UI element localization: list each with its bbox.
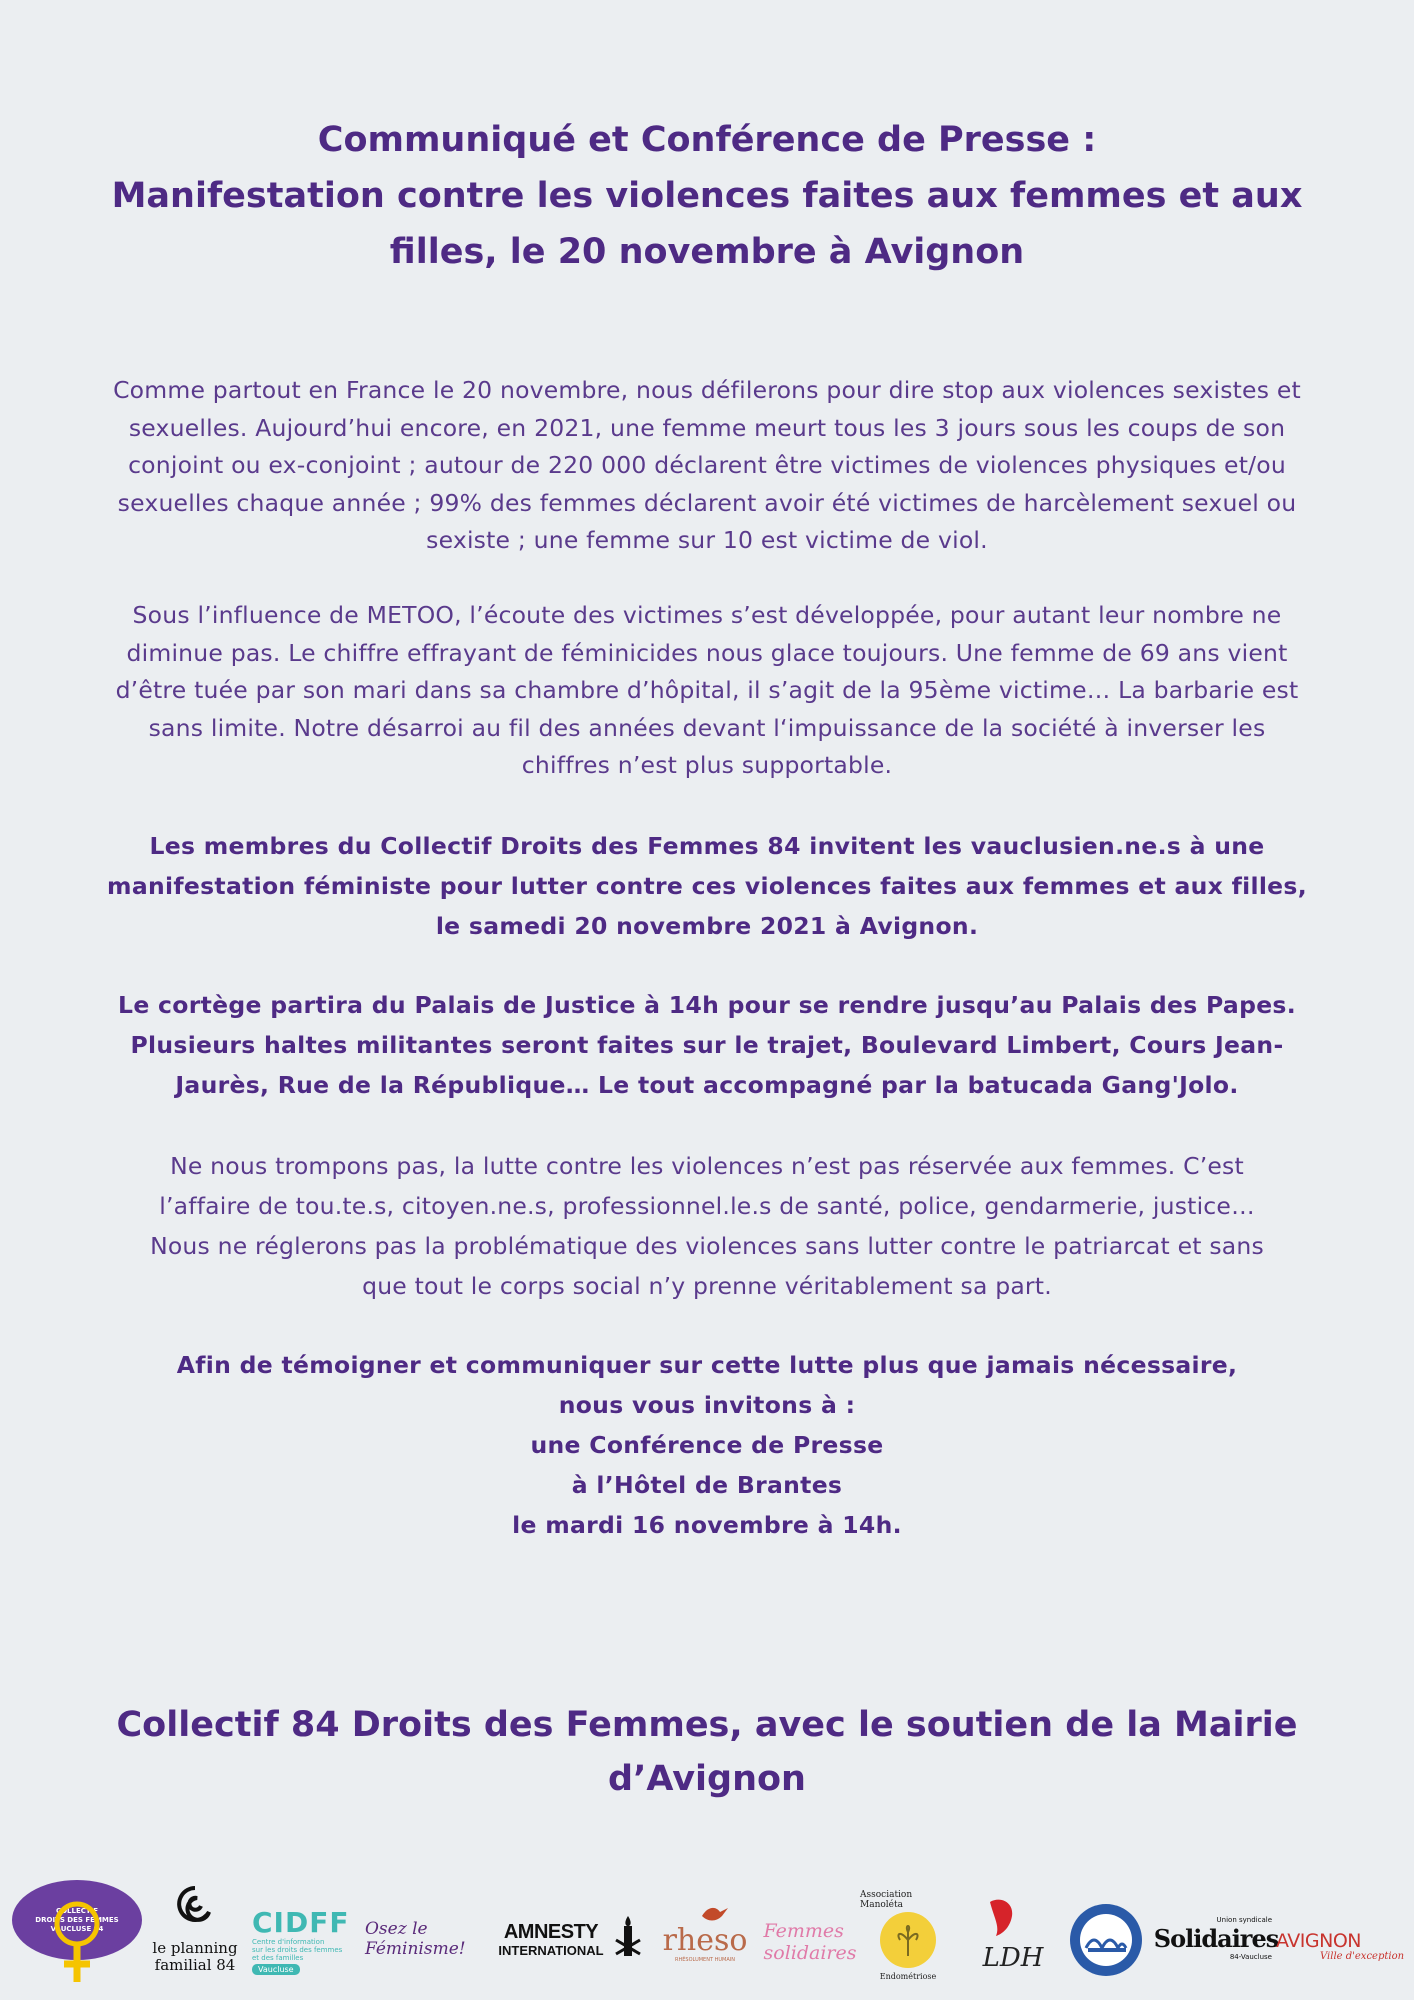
text-line: Les membres du Collectif Droits des Femmes 84 invitent les vauclusien.ne.s à une <box>149 832 1265 860</box>
intro-paragraph <box>36 372 1378 560</box>
text-line: Comme partout en France le 20 novembre, nous défilerons pour dire stop aux violences sexistes et <box>113 376 1301 404</box>
title-line: Manifestation contre les violences faites aux femmes et aux <box>111 176 1303 216</box>
metoo-paragraph <box>36 597 1378 785</box>
text-line: Plusieurs haltes militantes seront faites sur le trajet, Boulevard Limbert, Cours Jean- <box>130 1031 1284 1059</box>
press-conference-paragraph <box>36 1345 1378 1545</box>
bird-icon <box>700 1902 730 1924</box>
federation-emblem-icon <box>1068 1902 1144 1978</box>
text-line: nous vous invitons à : <box>558 1391 856 1419</box>
ldh-logo: LDH <box>968 1900 1058 1980</box>
text-line: diminue pas. Le chiffre effrayant de féminicides nous glace toujours. Une femme de 69 ans vient <box>126 638 1288 667</box>
invitation-paragraph <box>36 826 1378 946</box>
signature-line: d’Avignon <box>608 1759 806 1799</box>
text-line: Afin de témoigner et communiquer sur cette lutte plus que jamais nécessaire, <box>176 1351 1238 1379</box>
text-line: Ne nous trompons pas, la lutte contre les violences n’est pas réservée aux femmes. C’est <box>170 1152 1244 1180</box>
femmes-solidaires-logo: Femmes solidaires <box>763 1920 857 1964</box>
text-line: Jaurès, Rue de la République… Le tout accompagné par la batucada Gang'Jolo. <box>175 1071 1239 1099</box>
amnesty-logo: AMNESTY INTERNATIONAL <box>498 1920 604 1958</box>
rheso-logo: rheso RHÉSOLUMENT HUMAIN <box>660 1902 750 1974</box>
text-line: le mardi 16 novembre à 14h. <box>512 1511 902 1539</box>
marianne-icon <box>982 1898 1024 1938</box>
planning-familial-logo: le planning familial 84 <box>150 1880 240 1980</box>
collectif-logo-text: COLLECTIF DROITS DES FEMMES VAUCLUSE 84 <box>35 1906 119 1933</box>
route-paragraph <box>36 985 1378 1105</box>
text-line: sexuelles chaque année ; 99% des femmes déclarent avoir été victimes de harcèlement sexuel ou <box>117 488 1297 517</box>
partner-logos <box>0 1880 1414 1990</box>
text-line: l’affaire de tou.te.s, citoyen.ne.s, professionnel.le.s de santé, police, gendarmerie, justice… <box>159 1192 1255 1220</box>
avignon-logo: AVIGNON Ville d'exception <box>1276 1929 1405 1962</box>
society-paragraph <box>36 1146 1378 1306</box>
title-line: Communiqué et Conférence de Presse : <box>317 120 1097 160</box>
title-line: filles, le 20 novembre à Avignon <box>389 232 1025 272</box>
text-line: d’être tuée par son mari dans sa chambre d’hôpital, il s’agit de la 95ème victime… La barbarie est <box>115 676 1299 704</box>
collectif-logo <box>12 1880 142 1960</box>
text-line: Sous l’influence de METOO, l’écoute des victimes s’est développée, pour autant leur nombre ne <box>132 601 1282 629</box>
solidaires-logo: Union syndicale Solidaires 84-Vaucluse <box>1153 1915 1279 1961</box>
page-title <box>60 112 1354 280</box>
amnesty-candle-icon <box>610 1914 646 1968</box>
text-line: chiffres n’est plus supportable. <box>521 751 893 779</box>
signature-line: Collectif 84 Droits des Femmes, avec le soutien de la Mairie <box>116 1705 1298 1745</box>
text-line: Nous ne réglerons pas la problématique des violences sans lutter contre le patriarcat et sans <box>150 1232 1264 1260</box>
text-line: sexiste ; une femme sur 10 est victime de viol. <box>426 526 988 554</box>
swirl-icon <box>175 1884 215 1928</box>
venus-symbol-icon <box>50 1900 104 1990</box>
text-line: sans limite. Notre désarroi au fil des années devant l‘impuissance de la société à inverser les <box>148 713 1266 742</box>
text-line: à l’Hôtel de Brantes <box>571 1471 843 1499</box>
text-line: Le cortège partira du Palais de Justice à 14h pour se rendre jusqu’au Palais des Papes. <box>118 991 1296 1019</box>
text-line: conjoint ou ex-conjoint ; autour de 220 000 déclarent être victimes de violences physiques et/ou <box>128 451 1286 479</box>
signature <box>60 1698 1354 1806</box>
flower-icon <box>878 1910 938 1970</box>
text-line: une Conférence de Presse <box>530 1431 884 1459</box>
federation-logo <box>1066 1900 1146 1980</box>
text-line: le samedi 20 novembre 2021 à Avignon. <box>435 912 979 940</box>
text-line: sexuelles. Aujourd’hui encore, en 2021, une femme meurt tous les 3 jours sous les coups de son <box>128 413 1286 442</box>
text-line: manifestation féministe pour lutter contre ces violences faites aux femmes et aux filles, <box>107 872 1307 900</box>
manoleta-logo: Association Manoléta Endométriose <box>860 1889 937 1981</box>
cidff-logo: CIDFF Centre d'information sur les droits des femmes et des familles Vaucluse <box>252 1905 350 1974</box>
text-line: que tout le corps social n’y prenne véritablement sa part. <box>362 1272 1052 1300</box>
osez-le-feminisme-logo: Osez le Féminisme! <box>365 1919 466 1959</box>
